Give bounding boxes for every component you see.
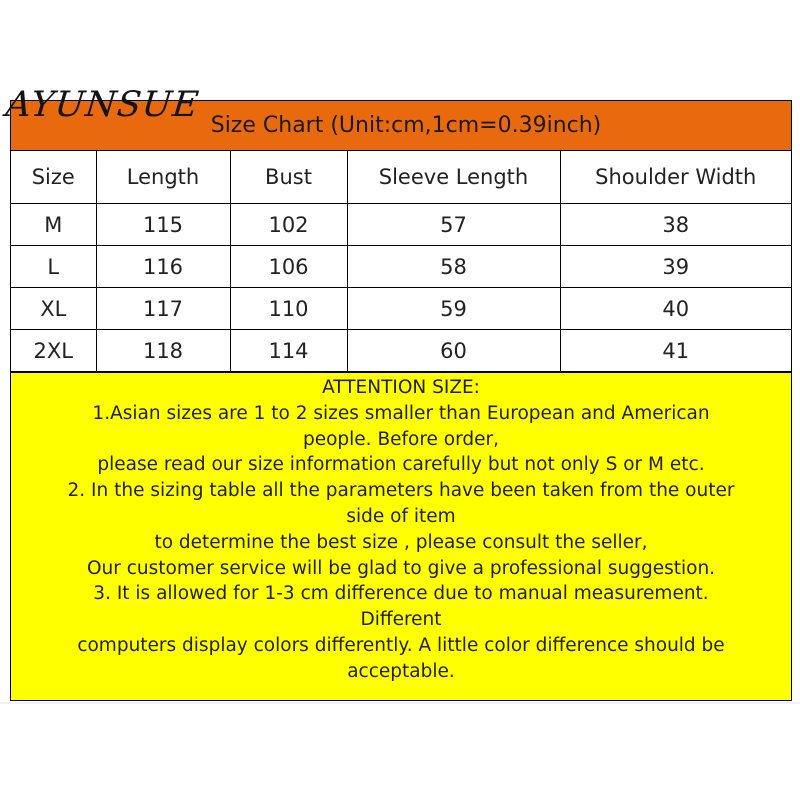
- notes-line: acceptable.: [347, 660, 455, 682]
- cell-size: L: [11, 246, 96, 288]
- attention-notes: [11, 372, 791, 700]
- notes-line: to determine the best size , please consult the seller,: [154, 531, 648, 553]
- cell-size: 2XL: [11, 330, 96, 372]
- cell-length: 116: [96, 246, 230, 288]
- notes-line: computers display colors differently. A little color difference should be: [77, 634, 725, 656]
- cell-shoulder-width: 38: [560, 204, 791, 246]
- size-chart: [10, 100, 792, 701]
- notes-line: side of item: [346, 505, 456, 527]
- notes-line: Different: [360, 609, 442, 631]
- column-header-shoulder-width: Shoulder Width: [560, 151, 791, 204]
- notes-line: people. Before order,: [302, 428, 500, 450]
- cell-bust: 114: [230, 330, 347, 372]
- cell-bust: 106: [230, 246, 347, 288]
- notes-line: 1.Asian sizes are 1 to 2 sizes smaller than European and American: [92, 402, 710, 424]
- notes-line: 2. In the sizing table all the parameters have been taken from the outer: [67, 480, 735, 502]
- cell-shoulder-width: 40: [560, 288, 791, 330]
- cell-size: XL: [11, 288, 96, 330]
- cell-size: M: [11, 204, 96, 246]
- divider: [0, 702, 800, 704]
- column-header-sleeve-length: Sleeve Length: [347, 151, 560, 204]
- cell-shoulder-width: 41: [560, 330, 791, 372]
- table-header-row: [11, 151, 791, 204]
- table-row: [11, 204, 791, 246]
- notes-line: please read our size information carefully but not only S or M etc.: [97, 454, 705, 476]
- cell-length: 115: [96, 204, 230, 246]
- cell-sleeve-length: 60: [347, 330, 560, 372]
- size-table: [11, 151, 791, 372]
- cell-bust: 102: [230, 204, 347, 246]
- column-header-bust: Bust: [230, 151, 347, 204]
- column-header-length: Length: [96, 151, 230, 204]
- cell-bust: 110: [230, 288, 347, 330]
- chart-title: Size Chart (Unit:cm,1cm=0.39inch): [210, 113, 602, 138]
- table-row: [11, 288, 791, 330]
- cell-shoulder-width: 39: [560, 246, 791, 288]
- table-row: [11, 330, 791, 372]
- brand-logo: AYUNSUE: [3, 85, 202, 125]
- cell-length: 117: [96, 288, 230, 330]
- column-header-size: Size: [11, 151, 96, 204]
- table-row: [11, 246, 791, 288]
- notes-heading: ATTENTION SIZE:: [322, 377, 480, 398]
- cell-length: 118: [96, 330, 230, 372]
- cell-sleeve-length: 58: [347, 246, 560, 288]
- cell-sleeve-length: 57: [347, 204, 560, 246]
- notes-line: 3. It is allowed for 1-3 cm difference due to manual measurement.: [93, 583, 709, 605]
- notes-line: Our customer service will be glad to give a professional suggestion.: [86, 557, 716, 579]
- cell-sleeve-length: 59: [347, 288, 560, 330]
